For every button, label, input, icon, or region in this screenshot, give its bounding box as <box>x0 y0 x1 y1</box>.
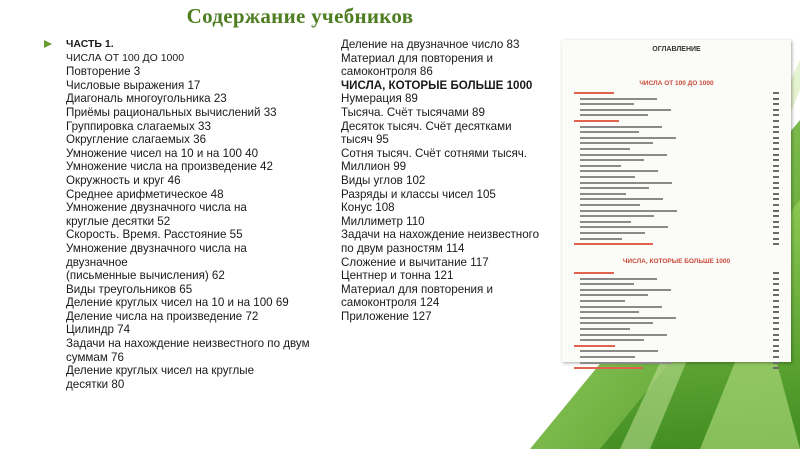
book-section-1: ЧИСЛА ОТ 100 ДО 1000 <box>639 80 714 87</box>
toc-entry: Скорость. Время. Расстояние 55 <box>66 228 243 242</box>
toc-entry: Округление слагаемых 36 <box>66 133 207 147</box>
toc-entry: Материал для повторения и самоконтроля 124 <box>341 282 494 310</box>
book-line <box>574 148 779 152</box>
book-line <box>574 238 779 242</box>
toc-entry: Виды углов 102 <box>341 173 426 187</box>
toc-entry: Деление круглых чисел на круглые десятки 80 <box>66 364 255 391</box>
toc-entry: Десяток тысяч. Счёт десятками тысяч 95 <box>341 119 512 147</box>
book-line <box>574 131 779 135</box>
toc-entry: Цилиндр 74 <box>66 323 131 337</box>
book-line <box>574 283 779 287</box>
book-line <box>574 221 779 225</box>
book-line <box>574 159 779 163</box>
book-line <box>574 226 779 230</box>
book-line <box>574 154 779 158</box>
book-line <box>574 165 779 169</box>
toc-entry: Окружность и круг 46 <box>66 173 181 187</box>
toc-entry: Группировка слагаемых 33 <box>66 119 211 133</box>
toc-left-column <box>66 38 334 391</box>
toc-entry: Виды треугольников 65 <box>66 282 193 296</box>
toc-entry: Деление круглых чисел на 10 и на 100 69 <box>66 296 289 310</box>
toc-entry: Умножение числа на произведение 42 <box>66 160 273 174</box>
toc-entry: Диагональ многоугольника 23 <box>66 92 227 106</box>
book-line <box>574 272 779 276</box>
book-line <box>574 345 779 349</box>
toc-entry: Сложение и вычитание 117 <box>341 255 489 269</box>
toc-entry: Миллиметр 110 <box>341 214 425 228</box>
toc-section-heading: ЧИСЛА, КОТОРЫЕ БОЛЬШЕ 1000 <box>341 78 533 92</box>
toc-entry: Приёмы рациональных вычислений 33 <box>66 105 277 119</box>
toc-entry: Задачи на нахождение неизвестного по двум суммам 76 <box>66 337 310 364</box>
toc-entry: Умножение двузначного числа на двузначное <box>66 241 247 269</box>
slide-title: Содержание учебников <box>186 4 414 28</box>
book-line <box>574 243 779 247</box>
book-line <box>574 300 779 304</box>
book-line <box>574 328 779 332</box>
toc-entry: Умножение чисел на 10 и на 100 40 <box>66 146 259 160</box>
book-line <box>574 126 779 130</box>
book-line <box>574 142 779 146</box>
book-line <box>574 278 779 282</box>
book-line <box>574 120 779 124</box>
book-line <box>574 198 779 202</box>
toc-entry: Умножение двузначного числа на круглые десятки 52 <box>66 201 247 228</box>
book-line <box>574 137 779 141</box>
toc-entry: Деление числа на произведение 72 <box>66 309 259 323</box>
toc-entry: Центнер и тонна 121 <box>341 269 454 283</box>
book-heading: ОГЛАВЛЕНИЕ <box>652 46 701 53</box>
book-line <box>574 362 779 366</box>
book-line <box>574 317 779 321</box>
toc-entry: Тысяча. Счёт тысячами 89 <box>341 105 485 119</box>
toc-entry: Задачи на нахождение неизвестного по двум разностям 114 <box>341 228 540 255</box>
book-line <box>574 356 779 360</box>
toc-entry: Конус 108 <box>341 201 395 215</box>
textbook-contents-image <box>562 40 791 362</box>
toc-entry: Разряды и классы чисел 105 <box>341 187 496 201</box>
book-line <box>574 204 779 208</box>
book-line <box>574 289 779 293</box>
book-line <box>574 232 779 236</box>
toc-right-column <box>341 38 553 323</box>
book-line <box>574 367 779 371</box>
book-line <box>574 339 779 343</box>
book-line <box>574 187 779 191</box>
book-section-2: ЧИСЛА, КОТОРЫЕ БОЛЬШЕ 1000 <box>622 258 731 265</box>
book-line <box>574 306 779 310</box>
toc-entry: Среднее арифметическое 48 <box>66 187 224 201</box>
toc-entry: Сотня тысяч. Счёт сотнями тысяч. Миллион 99 <box>341 146 527 174</box>
book-line <box>574 294 779 298</box>
book-line <box>574 170 779 174</box>
book-line <box>574 103 779 107</box>
book-line <box>574 98 779 102</box>
book-line <box>574 109 779 113</box>
toc-entry: Приложение 127 <box>341 309 432 323</box>
book-line <box>574 182 779 186</box>
book-line <box>574 215 779 219</box>
toc-entry: Материал для повторения и самоконтроля 86 <box>341 51 494 79</box>
book-line <box>574 334 779 338</box>
book-line <box>574 322 779 326</box>
book-line <box>574 193 779 197</box>
book-line <box>574 311 779 315</box>
toc-entry: (письменные вычисления) 62 <box>66 269 225 283</box>
toc-entry: Числовые выражения 17 <box>66 78 201 92</box>
book-line <box>574 114 779 118</box>
book-line <box>574 210 779 214</box>
toc-entry: Деление на двузначное число 83 <box>341 38 520 51</box>
triangle-bullet-icon <box>44 40 52 48</box>
book-line <box>574 176 779 180</box>
toc-entry: Повторение 3 <box>66 65 141 79</box>
toc-part-heading: ЧАСТЬ 1. <box>66 38 114 50</box>
toc-section-heading: ЧИСЛА ОТ 100 ДО 1000 <box>66 51 185 64</box>
toc-entry: Нумерация 89 <box>341 92 418 106</box>
book-line <box>574 92 779 96</box>
book-line <box>574 350 779 354</box>
